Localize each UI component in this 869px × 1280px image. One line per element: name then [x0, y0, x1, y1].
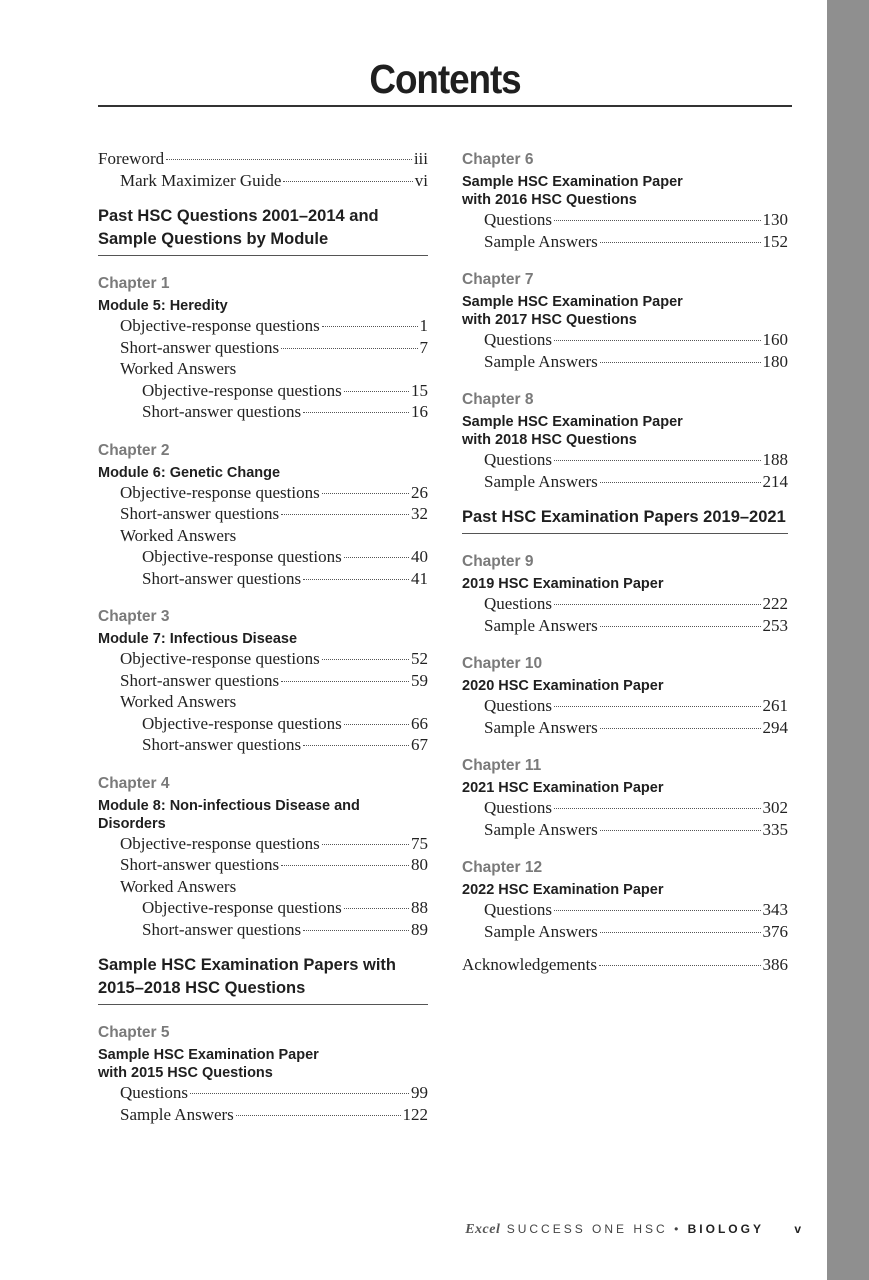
dot-leader — [190, 1093, 409, 1094]
toc-entry-page-number: 15 — [411, 380, 428, 400]
dot-leader — [554, 910, 761, 911]
chapter-title — [462, 173, 788, 209]
chapter-title: Module 6: Genetic Change — [98, 464, 281, 481]
page-footer — [465, 1222, 801, 1238]
toc-entry-label: Short-answer questions — [120, 337, 280, 357]
chapter-label: Chapter 3 — [98, 608, 170, 625]
toc-entry[interactable] — [98, 503, 428, 525]
dot-leader — [303, 412, 409, 413]
toc-entry-label: Sample Answers — [484, 819, 598, 839]
dot-leader — [281, 514, 409, 515]
toc-entry[interactable] — [98, 1104, 428, 1126]
dot-leader — [344, 391, 409, 392]
chapter-title-line: with 2015 HSC Questions — [98, 1065, 273, 1081]
chapter-label: Chapter 12 — [462, 859, 543, 876]
toc-entry[interactable] — [462, 329, 788, 351]
toc-entry-label: Questions — [484, 210, 552, 229]
toc-entry-page-number: 66 — [411, 713, 428, 733]
toc-entry-label: Questions — [484, 696, 552, 715]
dot-leader — [600, 482, 761, 483]
toc-entry-label: Short-answer questions — [142, 735, 302, 754]
toc-entry-label: Sample Answers — [484, 615, 598, 635]
toc-entry-label: Short-answer questions — [120, 504, 280, 523]
chapter-title: 2020 HSC Examination Paper — [462, 678, 664, 694]
dot-leader — [303, 745, 409, 746]
toc-entry-label: Sample Answers — [484, 921, 598, 941]
dot-leader — [281, 348, 417, 349]
dot-leader — [344, 724, 409, 725]
worked-answers-label: Worked Answers — [120, 359, 237, 378]
toc-entry-page-number: 1 — [419, 316, 428, 335]
worked-answers-label: Worked Answers — [120, 692, 237, 711]
toc-entry-label: Objective-response questions — [120, 316, 320, 335]
toc-entry[interactable] — [98, 380, 428, 402]
toc-entry[interactable] — [98, 568, 428, 590]
toc-entry-label: Short-answer questions — [142, 568, 302, 588]
toc-entry[interactable] — [462, 797, 788, 819]
toc-entry[interactable] — [98, 734, 428, 756]
chapter-title: Module 7: Infectious Disease — [98, 631, 298, 647]
chapter-label: Chapter 4 — [98, 774, 170, 792]
dot-leader — [344, 557, 409, 558]
toc-entry-label: Sample Answers — [484, 717, 598, 737]
chapter-label: Chapter 6 — [462, 151, 534, 168]
toc-entry-page-number: 59 — [411, 670, 428, 690]
series-name: SUCCESS ONE HSC — [506, 1222, 668, 1236]
toc-right-column — [462, 148, 788, 976]
toc-entry-page-number: 75 — [411, 833, 428, 853]
dot-leader — [322, 659, 409, 660]
worked-answers-label: Worked Answers — [120, 525, 237, 545]
toc-entry-page-number: vi — [414, 170, 428, 190]
toc-entry-label: Questions — [484, 900, 552, 919]
toc-entry-page-number: 343 — [762, 900, 788, 919]
toc-entry[interactable] — [462, 231, 788, 253]
toc-entry-page-number: 16 — [411, 402, 428, 421]
dot-leader — [322, 326, 418, 327]
chapter-title-line: Sample HSC Examination Paper — [462, 174, 683, 190]
toc-entry-page-number: 188 — [762, 450, 788, 469]
dot-leader — [599, 965, 760, 966]
toc-entry-label: Objective-response questions — [142, 380, 342, 400]
dot-leader — [344, 908, 409, 909]
chapter-title — [98, 1046, 428, 1082]
toc-entry-label: Objective-response questions — [142, 898, 342, 917]
page-title: Contents — [369, 56, 521, 102]
chapter-title: 2019 HSC Examination Paper — [462, 576, 664, 592]
toc-entry[interactable] — [462, 921, 788, 943]
toc-entry-page-number: 335 — [762, 819, 788, 839]
toc-entry-label: Foreword — [98, 149, 165, 168]
toc-entry-page-number: 302 — [762, 798, 788, 817]
toc-entry[interactable] — [98, 401, 428, 423]
chapter-title: Module 8: Non-infectious Disease and Disorders — [98, 797, 360, 832]
toc-entry-page-number: 130 — [762, 210, 788, 229]
dot-leader — [554, 706, 761, 707]
dot-leader — [600, 728, 761, 729]
page-edge-strip — [827, 0, 869, 1280]
dot-leader — [600, 932, 761, 933]
toc-entry-page-number: 294 — [762, 717, 788, 737]
dot-leader — [554, 220, 761, 221]
toc-entry[interactable] — [98, 1082, 428, 1104]
toc-entry-label: Objective-response questions — [120, 482, 320, 502]
toc-entry[interactable] — [98, 919, 428, 941]
toc-entry-label: Sample Answers — [120, 1104, 234, 1124]
toc-entry-label: Short-answer questions — [120, 855, 280, 874]
toc-entry-page-number: 89 — [411, 919, 428, 939]
toc-entry-page-number: 152 — [762, 231, 788, 251]
toc-entry[interactable] — [98, 546, 428, 568]
toc-entry-foreword[interactable] — [98, 148, 428, 170]
section-heading-sample-papers: Sample HSC Examination Papers with 2015–2018 HSC Questions — [98, 954, 428, 1005]
toc-entry[interactable] — [462, 449, 788, 471]
toc-entry-page-number: 67 — [411, 735, 428, 754]
dot-leader — [322, 493, 409, 494]
toc-entry-label: Objective-response questions — [142, 547, 342, 566]
chapter-label: Chapter 8 — [462, 391, 534, 408]
toc-entry-page-number: 99 — [411, 1083, 428, 1102]
chapter-title-line: Sample HSC Examination Paper — [462, 414, 683, 430]
toc-entry-label: Short-answer questions — [142, 919, 302, 939]
toc-entry[interactable] — [98, 315, 428, 337]
toc-entry-label: Short-answer questions — [120, 670, 280, 690]
dot-leader — [554, 460, 761, 461]
toc-entry-page-number: 376 — [762, 921, 788, 941]
dot-leader — [281, 681, 409, 682]
toc-entry-page-number: 214 — [762, 471, 788, 491]
dot-leader — [554, 808, 761, 809]
worked-answers-label: Worked Answers — [120, 876, 237, 896]
chapter-title — [462, 293, 788, 329]
page-number: v — [794, 1222, 801, 1236]
toc-entry[interactable] — [462, 717, 788, 739]
toc-entry[interactable] — [462, 695, 788, 717]
toc-entry-page-number: 52 — [411, 649, 428, 668]
dot-leader — [600, 362, 761, 363]
chapter-title: Module 5: Heredity — [98, 298, 228, 314]
toc-entry-page-number: 40 — [411, 547, 428, 566]
toc-entry-label: Objective-response questions — [142, 713, 342, 733]
chapter-label: Chapter 7 — [462, 271, 534, 288]
chapter-title-line: Sample HSC Examination Paper — [98, 1047, 319, 1063]
toc-entry[interactable] — [98, 482, 428, 504]
toc-entry-label: Questions — [484, 450, 552, 469]
toc-entry-mark-maximizer[interactable] — [98, 170, 428, 192]
toc-entry-page-number: 261 — [762, 696, 788, 715]
footer-separator: • — [674, 1222, 682, 1236]
toc-entry-page-number: 88 — [411, 898, 428, 917]
dot-leader — [303, 579, 409, 580]
chapter-title-line: with 2016 HSC Questions — [462, 192, 637, 208]
toc-entry-label: Questions — [484, 330, 552, 349]
toc-entry[interactable] — [462, 471, 788, 493]
toc-entry[interactable] — [462, 593, 788, 615]
subject-name: BIOLOGY — [687, 1222, 764, 1236]
toc-entry-label: Mark Maximizer Guide — [120, 170, 282, 190]
toc-entry-label: Questions — [484, 798, 552, 817]
chapter-title-line: with 2018 HSC Questions — [462, 432, 637, 448]
toc-entry-acknowledgements[interactable] — [462, 954, 788, 976]
toc-entry-page-number: 7 — [419, 337, 428, 357]
dot-leader — [303, 930, 409, 931]
chapter-label: Chapter 2 — [98, 441, 170, 459]
toc-entry[interactable] — [462, 899, 788, 921]
toc-entry-page-number: 122 — [402, 1104, 428, 1124]
toc-entry-label: Questions — [120, 1083, 188, 1102]
toc-entry[interactable] — [98, 337, 428, 359]
toc-entry[interactable] — [98, 897, 428, 919]
toc-entry[interactable] — [98, 648, 428, 670]
dot-leader — [283, 181, 412, 182]
chapter-title-line: Sample HSC Examination Paper — [462, 294, 683, 310]
toc-entry-label: Short-answer questions — [142, 402, 302, 421]
dot-leader — [236, 1115, 401, 1116]
dot-leader — [554, 604, 761, 605]
title-divider — [98, 105, 792, 107]
toc-entry[interactable] — [462, 351, 788, 373]
dot-leader — [600, 242, 761, 243]
toc-entry-page-number: 80 — [411, 855, 428, 874]
toc-entry-label: Objective-response questions — [120, 649, 320, 668]
chapter-label: Chapter 10 — [462, 655, 543, 672]
toc-entry[interactable] — [98, 854, 428, 876]
toc-entry[interactable] — [462, 819, 788, 841]
toc-entry-page-number: 41 — [411, 568, 428, 588]
toc-entry-page-number: 180 — [762, 351, 788, 371]
toc-entry-page-number: 160 — [762, 330, 788, 349]
chapter-label: Chapter 11 — [462, 757, 542, 774]
dot-leader — [600, 626, 761, 627]
chapter-title: 2022 HSC Examination Paper — [462, 882, 664, 898]
toc-entry-label: Questions — [484, 594, 552, 613]
toc-entry-page-number: 386 — [762, 955, 788, 974]
toc-entry-page-number: 26 — [411, 482, 428, 502]
toc-entry-label: Sample Answers — [484, 351, 598, 371]
chapter-title-line: with 2017 HSC Questions — [462, 312, 637, 328]
dot-leader — [600, 830, 761, 831]
toc-entry-label: Sample Answers — [484, 231, 598, 251]
toc-entry-label: Sample Answers — [484, 471, 598, 491]
toc-entry-page-number: 253 — [762, 615, 788, 635]
dot-leader — [166, 159, 412, 160]
section-heading-past-questions: Past HSC Questions 2001–2014 and Sample Questions by Module — [98, 205, 428, 256]
toc-entry-page-number: 222 — [762, 594, 788, 613]
toc-entry[interactable] — [98, 670, 428, 692]
dot-leader — [281, 865, 409, 866]
chapter-title — [462, 413, 788, 449]
chapter-label: Chapter 1 — [98, 275, 170, 292]
toc-entry-page-number: iii — [413, 149, 428, 168]
brand-logo: Excel — [465, 1222, 501, 1237]
toc-entry-label: Acknowledgements — [462, 955, 598, 974]
toc-entry[interactable] — [462, 615, 788, 637]
toc-left-column — [98, 148, 428, 1125]
chapter-label: Chapter 9 — [462, 553, 534, 570]
toc-entry-page-number: 32 — [411, 504, 428, 523]
toc-entry[interactable] — [98, 713, 428, 735]
toc-entry[interactable] — [462, 209, 788, 231]
toc-entry-label: Objective-response questions — [120, 833, 320, 853]
dot-leader — [322, 844, 409, 845]
chapter-label: Chapter 5 — [98, 1024, 170, 1041]
chapter-title: 2021 HSC Examination Paper — [462, 780, 664, 796]
toc-entry[interactable] — [98, 833, 428, 855]
section-heading-past-papers: Past HSC Examination Papers 2019–2021 — [462, 506, 788, 534]
dot-leader — [554, 340, 761, 341]
